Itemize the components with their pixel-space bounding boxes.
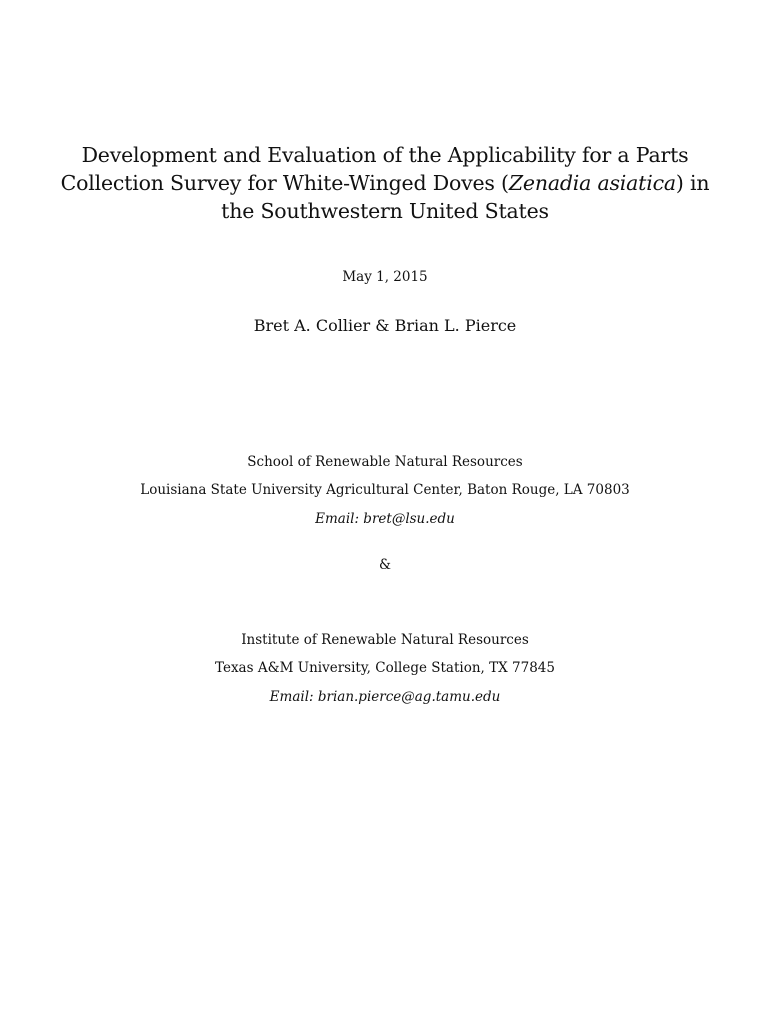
affiliation-1-email: Email: bret@lsu.edu [315, 511, 455, 527]
species-name: Zenadia asiatica [508, 171, 676, 195]
affiliation-1-school: School of Renewable Natural Resources [247, 454, 523, 470]
affiliation-2-email: Email: brian.pierce@ag.tamu.edu [269, 689, 501, 705]
author-list: Bret A. Collier & Brian L. Pierce [253, 316, 517, 335]
title-line-1: Development and Evaluation of the Applicability for a Parts [81, 143, 689, 167]
title-line-2-suffix: ) in [675, 171, 710, 195]
title-line-3: the Southwestern United States [221, 199, 549, 223]
title-line-2 [0, 169, 770, 197]
title-line-2-prefix: Collection Survey for White-Winged Doves ( [60, 171, 509, 195]
affiliation-2-school: Institute of Renewable Natural Resources [241, 632, 529, 648]
affiliation-1-institution: Louisiana State University Agricultural Center, Baton Rouge, LA 70803 [140, 482, 630, 498]
publication-date: May 1, 2015 [342, 269, 428, 285]
affiliation-separator: & [378, 557, 392, 573]
affiliation-2-institution: Texas A&M University, College Station, TX 77845 [215, 660, 555, 676]
